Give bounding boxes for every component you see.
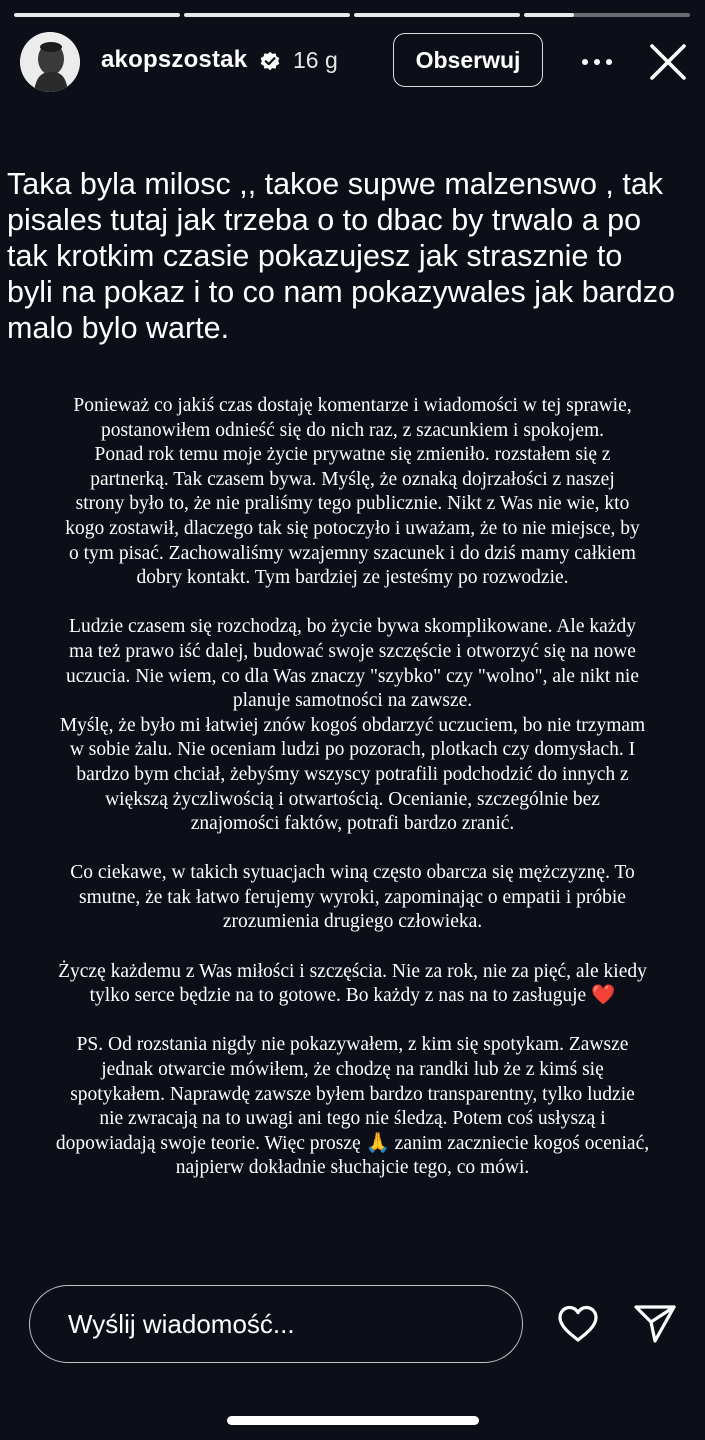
- progress-segment: [184, 13, 350, 17]
- story-header: [0, 30, 705, 94]
- username[interactable]: akopszostak: [101, 46, 248, 73]
- message-input[interactable]: Wyślij wiadomość...: [29, 1285, 523, 1363]
- statement-paragraph: Ponieważ co jakiś czas dostaję komentarze i wiadomości w tej sprawie, postanowiłem odnieść się do nich raz, z szacunkiem i spokojem. Ponad rok temu moje życie prywatne się zmieniło. rozstałem się z partnerką. Tak czasem bywa. Myślę, że oznaką dojrzałości z naszej strony było to, że nie praliśmy tego publicznie. Nikt z Was nie wie, kto kogo zostawił, dlaczego tak się potoczyło i uważam, że to nie miejsce, by o tym pisać. Zachowaliśmy wzajemny szacunek i do dziś mamy całkiem dobry kontakt. Tym bardziej ze jesteśmy po rozwodzie.: [65, 395, 640, 589]
- progress-segment: [14, 13, 180, 17]
- avatar[interactable]: [20, 32, 80, 92]
- statement-paragraph: Ludzie czasem się rozchodzą, bo życie bywa skomplikowane. Ale każdy ma też prawo iść dalej, budować swoje szczęście i otworzyć się na nowe uczucia. Nie wiem, co dla Was znaczy "szybko" czy "wolno", ale nikt nie planuje samotności na zawsze. Myślę, że było mi łatwiej znów kogoś obdarzyć uczuciem, bo nie trzymam w sobie żalu. Nie oceniam ludzi po pozorach, plotkach czy domysłach. I bardzo bym chciał, żebyśmy wszyscy potrafili podchodzić do innych z większą życzliwością i otwartością. Ocenianie, szczególnie bez znajomości faktów, potrafi bardzo zranić.: [59, 616, 646, 835]
- progress-segment: [524, 13, 690, 17]
- progress-segment-fill: [14, 13, 180, 17]
- story-footer: [0, 1285, 705, 1365]
- follow-button[interactable]: Obserwuj: [393, 33, 543, 87]
- story-progress-bar: [14, 13, 690, 17]
- close-icon[interactable]: [648, 42, 688, 82]
- statement-paragraph: PS. Od rozstania nigdy nie pokazywałem, z kim się spotykam. Zawsze jednak otwarcie mówiłem, że chodzę na randki lub że z kimś się spotykałem. Naprawdę zawsze byłem bardzo transparentny, tylko ludzie nie zwracają na to uwagi ani tego nie śledzą. Potem coś usłyszą i dopowiadają swoje teorie. Więc proszę 🙏 zanim zaczniecie kogoś oceniać, najpierw dokładnie słuchajcie tego, co mówi.: [55, 1034, 650, 1179]
- more-dots-icon[interactable]: [577, 44, 617, 80]
- home-indicator[interactable]: [227, 1416, 479, 1425]
- send-icon[interactable]: [633, 1303, 677, 1345]
- progress-segment-fill: [184, 13, 350, 17]
- statement-paragraph: Co ciekawe, w takich sytuacjach winą często obarcza się mężczyznę. To smutne, że tak łatwo ferujemy wyroki, zapominając o empatii i próbie zrozumienia drugiego człowieka.: [70, 862, 635, 933]
- progress-segment: [354, 13, 520, 17]
- statement-text-block: [22, 394, 683, 1206]
- post-time: 16 g: [293, 47, 338, 73]
- progress-segment-fill: [354, 13, 520, 17]
- statement-paragraph: Życzę każdemu z Was miłości i szczęścia. Nie za rok, nie za pięć, ale kiedy tylko serce będzie na to gotowe. Bo każdy z nas na to zasługuje ❤️: [58, 960, 647, 1007]
- progress-segment-fill: [524, 13, 574, 17]
- verified-badge-icon: [259, 50, 281, 72]
- heart-icon[interactable]: [556, 1303, 600, 1345]
- story-overlay-text: Taka byla milosc ,, takoe supwe malzenswo , tak pisales tutaj jak trzeba o to dbac by trwalo a po tak krotkim czasie pokazujesz jak strasznie to byli na pokaz i to co nam pokazywales jak bardzo malo bylo warte.: [7, 167, 675, 345]
